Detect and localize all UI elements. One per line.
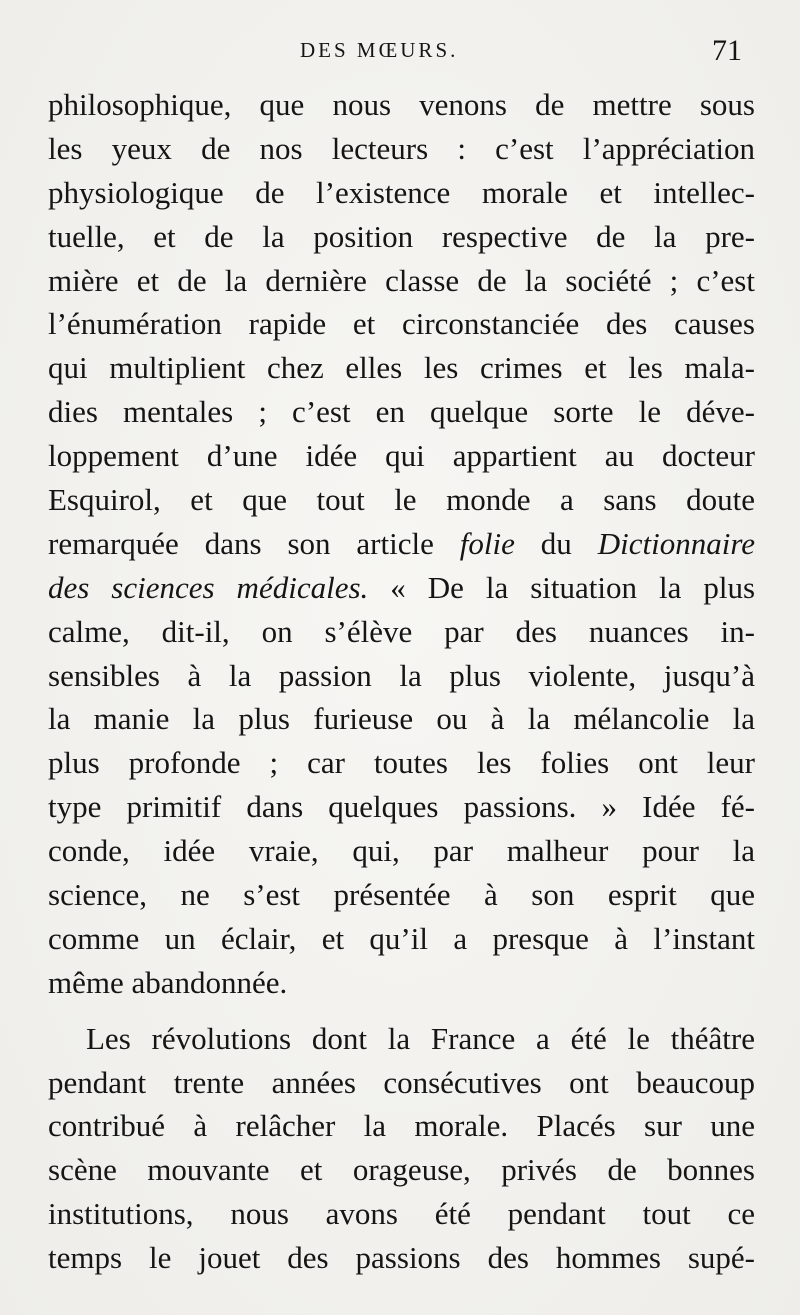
text-line: la manie la plus furieuse ou à la mélancolie la (48, 701, 755, 737)
text-line: plus profonde ; car toutes les folies ont leur (48, 745, 755, 781)
text-line: comme un éclair, et qu’il a presque à l’instant (48, 920, 755, 956)
text-line: contribué à relâcher la morale. Placés sur une (48, 1108, 755, 1144)
text-line: sensibles à la passion la plus violente, jusqu’à (48, 657, 755, 693)
text-line: type primitif dans quelques passions. » Idée fé- (48, 789, 755, 825)
page-number: 71 (712, 34, 742, 67)
text-line-mixed (48, 566, 755, 610)
italic-title: Dictionnaire (597, 525, 755, 561)
running-title: DES MŒURS. (300, 38, 459, 62)
text-line: loppement d’une idée qui appartient au docteur (48, 438, 755, 474)
text-line: calme, dit-il, on s’élève par des nuances in- (48, 613, 755, 649)
text-line: physiologique de l’existence morale et intellec- (48, 174, 755, 210)
text-line: l’énumération rapide et circonstanciée des causes (48, 306, 755, 342)
text-run: du (514, 525, 598, 561)
paragraph-1 (48, 83, 755, 1005)
text-line: institutions, nous avons été pendant tout ce (48, 1196, 755, 1232)
paragraph-2 (48, 1017, 755, 1280)
text-line-mixed (48, 522, 755, 566)
text-line: temps le jouet des passions des hommes supé- (48, 1240, 755, 1276)
italic-term: folie (459, 525, 515, 561)
text-line: science, ne s’est présentée à son esprit que (48, 877, 755, 913)
paragraph-gap (48, 1005, 755, 1017)
text-run: « De la situation la plus (368, 569, 756, 605)
italic-title: des sciences médicales. (48, 569, 369, 605)
text-line: pendant trente années consécutives ont beaucoup (48, 1064, 755, 1100)
text-line: tuelle, et de la position respective de la pre- (48, 218, 755, 254)
text-line: scène mouvante et orageuse, privés de bonnes (48, 1152, 755, 1188)
text-line: Les révolutions dont la France a été le théâtre (86, 1020, 755, 1056)
text-run: remarquée dans son article (48, 525, 460, 561)
text-line: même abandonnée. (48, 964, 288, 1000)
page-header (0, 34, 800, 74)
text-line: qui multiplient chez elles les crimes et les mala- (48, 350, 755, 386)
text-line: Esquirol, et que tout le monde a sans doute (48, 482, 755, 518)
text-line: conde, idée vraie, qui, par malheur pour la (48, 833, 755, 869)
text-line: philosophique, que nous venons de mettre sous (48, 87, 755, 122)
text-line: dies mentales ; c’est en quelque sorte le déve- (48, 394, 755, 430)
text-line: les yeux de nos lecteurs : c’est l’appréciation (48, 130, 755, 166)
body-text (48, 83, 755, 1280)
text-line: mière et de la dernière classe de la société ; c’est (48, 262, 755, 298)
